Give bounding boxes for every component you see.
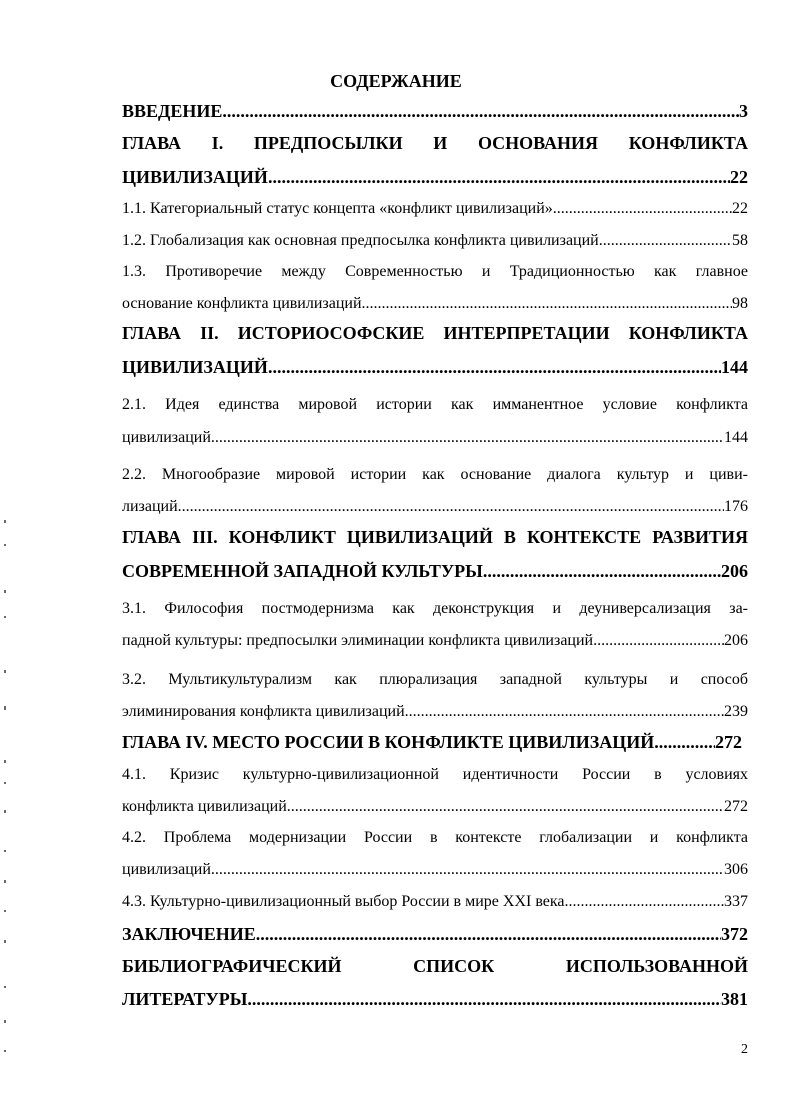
toc-page-number: 22 [730,167,748,187]
toc-entry-bibliography-line-1[interactable]: БИБЛИОГРАФИЧЕСКИЙ СПИСОК ИСПОЛЬЗОВАННОЙ [122,956,748,976]
toc-page-number: 272 [724,798,748,815]
toc-entry-section-4-2-line-2[interactable] [122,857,748,883]
toc-entry-title: 4.3. Культурно-цивилизационный выбор России в мире XXI века [122,893,565,910]
dot-leader [593,628,724,654]
toc-page-number: 206 [724,632,748,649]
toc-entry-title: 1.1. Категориальный статус концепта «конфликт цивилизаций» [122,200,553,217]
toc-entry-title: падной культуры: предпосылки элиминации конфликта цивилизаций [122,632,594,649]
toc-entry-section-1-2[interactable] [122,228,748,254]
dot-leader [268,164,730,190]
dot-leader [256,921,721,947]
toc-entry-section-1-3-line-1[interactable]: 1.3. Противоречие между Современностью и Традиционностью как главное [122,263,748,280]
toc-entry-title: ГЛАВА IV. МЕСТО РОССИИ В КОНФЛИКТЕ ЦИВИЛИЗАЦИЙ [122,732,655,752]
toc-entry-title: ЦИВИЛИЗАЦИЙ [122,167,268,187]
toc-page-number: 381 [721,989,748,1009]
toc-entry-title: лизаций [122,498,178,515]
toc-entry-title: 1.2. Глобализация как основная предпосылка конфликта цивилизаций [122,232,599,249]
scan-margin-marks [2,520,10,1060]
toc-entry-chapter-1-line-1[interactable]: ГЛАВА I. ПРЕДПОСЫЛКИ И ОСНОВАНИЯ КОНФЛИКТА [122,133,748,153]
toc-entry-title: ЛИТЕРАТУРЫ [122,989,248,1009]
toc-page-number: 3 [739,101,748,121]
toc-page-number: 144 [724,429,748,446]
toc-entry-chapter-2-line-1[interactable]: ГЛАВА II. ИСТОРИОСОФСКИЕ ИНТЕРПРЕТАЦИИ КОНФЛИКТА [122,323,748,343]
page-number: 2 [741,1042,748,1057]
dot-leader [362,291,732,317]
toc-page-number: 239 [724,703,748,720]
toc-entry-chapter-3-line-2[interactable] [122,558,748,584]
toc-entry-conclusion[interactable] [122,921,748,947]
toc-entry-title: цивилизаций [122,429,211,446]
toc-entry-bibliography-line-2[interactable] [122,986,748,1012]
toc-page-number: 58 [732,232,748,249]
toc-entry-chapter-1-line-2[interactable] [122,164,748,190]
toc-page-number: 98 [732,295,748,312]
toc-entry-title: СОВРЕМЕННОЙ ЗАПАДНОЙ КУЛЬТУРЫ [122,561,483,581]
toc-entry-section-1-3-line-2[interactable] [122,291,748,317]
toc-page-number: 144 [721,357,748,377]
toc-page-number: 337 [724,893,748,910]
toc-entry-section-4-1-line-1[interactable]: 4.1. Кризис культурно-цивилизационной идентичности России в условиях [122,766,748,783]
dot-leader [553,196,732,222]
dot-leader [565,889,724,915]
dot-leader [405,699,724,725]
toc-entry-section-2-1-line-1[interactable]: 2.1. Идея единства мировой истории как имманентное условие конфликта [122,396,748,413]
dot-leader [178,494,724,520]
toc-entry-chapter-3-line-1[interactable]: ГЛАВА III. КОНФЛИКТ ЦИВИЛИЗАЦИЙ В КОНТЕКСТЕ РАЗВИТИЯ [122,527,748,547]
toc-page-number: 306 [724,861,748,878]
toc-entry-title: ЗАКЛЮЧЕНИЕ [122,924,256,944]
toc-entry-section-4-1-line-2[interactable] [122,794,748,820]
dot-leader [599,228,732,254]
toc-entry-introduction[interactable] [122,98,748,124]
toc-entry-section-3-2-line-2[interactable] [122,699,748,725]
toc-entry-title: ЦИВИЛИЗАЦИЙ [122,357,268,377]
dot-leader [247,986,721,1012]
dot-leader [211,425,724,451]
toc-entry-title: цивилизаций [122,861,211,878]
toc-entry-title: основание конфликта цивилизаций [122,295,362,312]
toc-entry-section-3-1-line-1[interactable]: 3.1. Философия постмодернизма как деконструкция и деуниверсализация за- [122,600,748,617]
dot-leader [268,354,721,380]
toc-page-number: 272 [715,732,742,752]
toc-entry-chapter-2-line-2[interactable] [122,354,748,380]
toc-entry-section-4-3[interactable] [122,889,748,915]
toc-entry-section-3-1-line-2[interactable] [122,628,748,654]
toc-entry-title: ВВЕДЕНИЕ [122,101,223,121]
page-title: СОДЕРЖАНИЕ [330,71,462,91]
toc-entry-section-2-1-line-2[interactable] [122,425,748,451]
toc-page-number: 176 [724,498,748,515]
toc-entry-section-2-2-line-1[interactable]: 2.2. Многообразие мировой истории как основание диалога культур и циви- [122,466,748,483]
toc-entry-chapter-4[interactable] [122,729,742,755]
toc-entry-section-3-2-line-1[interactable]: 3.2. Мультикультурализм как плюрализация западной культуры и способ [122,671,748,688]
toc-entry-section-4-2-line-1[interactable]: 4.2. Проблема модернизации России в контексте глобализации и конфликта [122,829,748,846]
dot-leader [654,729,715,755]
toc-entry-title: конфликта цивилизаций [122,798,287,815]
toc-entry-section-1-1[interactable] [122,196,748,222]
dot-leader [483,558,721,584]
toc-entry-section-2-2-line-2[interactable] [122,494,748,520]
dot-leader [287,794,724,820]
toc-entry-title: элиминирования конфликта цивилизаций [122,703,405,720]
dot-leader [222,98,739,124]
dot-leader [211,857,724,883]
toc-page-number: 22 [732,200,748,217]
toc-page-number: 206 [721,561,748,581]
toc-page-number: 372 [721,924,748,944]
